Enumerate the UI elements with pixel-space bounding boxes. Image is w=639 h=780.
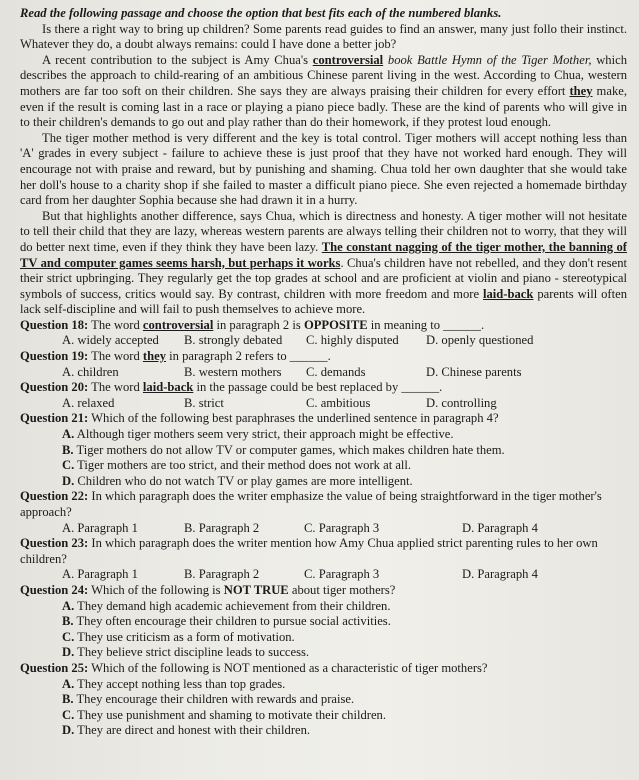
q25-option-b-text: They encourage their children with rewards and praise. — [76, 692, 355, 707]
q20-option-a[interactable]: A. relaxed — [62, 395, 115, 410]
underlined-laid-back: laid-back — [483, 286, 534, 301]
paragraph-4 — [20, 209, 627, 318]
q21-letter-b: B. — [62, 442, 74, 457]
question-22-text: In which paragraph does the writer emphasize the value of being straightforward in the tiger mother's approach? — [20, 489, 602, 519]
q24-option-a-text: They demand high academic achievement from their children. — [77, 598, 391, 613]
question-21 — [20, 411, 627, 427]
question-18-number: Question 18: — [20, 317, 89, 332]
q21-letter-d: D. — [62, 473, 75, 488]
q24-option-a[interactable] — [20, 599, 627, 615]
q22-option-b[interactable]: B. Paragraph 2 — [184, 520, 260, 535]
question-20-options — [20, 396, 627, 412]
question-18-options — [20, 333, 627, 349]
question-22-options — [20, 521, 627, 537]
q19-option-d[interactable]: D. Chinese parents — [426, 364, 522, 379]
paragraph-2 — [20, 53, 627, 131]
q25-letter-b: B. — [62, 692, 74, 707]
question-18 — [20, 318, 627, 334]
q21-option-d[interactable] — [20, 474, 627, 490]
q21-letter-c: C. — [62, 458, 75, 473]
question-22 — [20, 489, 627, 520]
q25-option-b[interactable] — [20, 692, 627, 708]
q21-option-a[interactable] — [20, 427, 627, 443]
q24-option-d-text: They believe strict discipline leads to success. — [77, 645, 310, 660]
q24-option-c-text: They use criticism as a form of motivation. — [77, 629, 295, 644]
q24-option-b-text: They often encourage their children to pursue social activities. — [76, 614, 391, 629]
q24-letter-b: B. — [62, 614, 74, 629]
p4-text-a: But that highlights another difference, says Chua, which is directness and honesty. A tiger mother will not hesitate to tell their child that they are lazy, whereas western parents are always telling their children not to worry, that they will do better next time, even if they think they have been lazy. — [20, 208, 627, 254]
question-20-number: Question 20: — [20, 380, 89, 395]
p4-text-c: parents will often lack self-discipline and will fail to push themselves to achieve more. — [20, 286, 628, 317]
underlined-they: they — [569, 83, 593, 98]
q19-option-a[interactable]: A. children — [62, 364, 119, 379]
question-23-text: In which paragraph does the writer mention how Amy Chua applied strict parenting rules to her own children? — [20, 536, 598, 566]
p2-text-d: make, even if the result is coming last in a race or playing a piano piece badly. These are the kind of parents who will give in to their children's demands to go out and play rather than do their homework, if they protest loud enough. — [20, 83, 627, 130]
q23-option-c[interactable]: C. Paragraph 3 — [304, 567, 380, 582]
question-21-text: Which of the following best paraphrases the underlined sentence in paragraph 4? — [88, 411, 499, 426]
question-21-number: Question 21: — [20, 411, 89, 426]
p2-text-c: which describes the approach to child-rearing of an ambitious Chinese parent living in the west. According to Chua, western mothers are far too soft on their children. She says they are always praising their children for every effort — [20, 52, 627, 98]
p4-text-b: . Chua's children have not rebelled, and they don't resent their strict upbringing. They regularly get the top grades at school and are proficient at violin and piano - stereotypical symbols of success, critics would say. By contrast, children with more freedom and more — [20, 255, 627, 301]
p2-text-a: A recent contribution to the subject is Amy Chua's — [42, 52, 313, 67]
question-18-mid: in paragraph 2 is — [213, 317, 304, 332]
q24-letter-a: A. — [62, 598, 75, 613]
q20-option-d[interactable]: D. controlling — [426, 395, 497, 410]
question-19-pre: The word — [88, 349, 143, 364]
paragraph-1: Is there a right way to bring up children? Some parents read guides to find an answer, many just follo their instinct. Whatever they do, a doubt always remains: could I have done a better job? — [20, 21, 627, 52]
q25-letter-d: D. — [62, 723, 75, 738]
q21-option-c[interactable] — [20, 458, 627, 474]
underlined-sentence: The constant nagging of the tiger mother, the banning of TV and computer games seems harsh, but perhaps it works — [20, 239, 627, 270]
question-18-pre: The word — [88, 317, 143, 332]
question-24-pre: Which of the following is — [88, 582, 224, 597]
q21-option-d-text: Children who do not watch TV or play games are more intelligent. — [77, 473, 413, 488]
question-19-post: in paragraph 2 refers to ______. — [166, 349, 331, 364]
q25-option-c[interactable] — [20, 708, 627, 724]
q22-option-d[interactable]: D. Paragraph 4 — [462, 520, 538, 535]
question-20-post: in the passage could be best replaced by ______. — [193, 380, 443, 395]
q24-option-b[interactable] — [20, 614, 627, 630]
q24-letter-c: C. — [62, 629, 75, 644]
q23-option-a[interactable]: A. Paragraph 1 — [62, 567, 138, 582]
q19-option-c[interactable]: C. demands — [306, 364, 366, 379]
q21-option-a-text: Although tiger mothers seem very strict, their approach might be effective. — [76, 427, 454, 442]
question-24 — [20, 583, 627, 599]
question-23 — [20, 536, 627, 567]
q24-option-c[interactable] — [20, 630, 627, 646]
question-25-text: Which of the following is NOT mentioned as a characteristic of tiger mothers? — [88, 660, 488, 675]
question-19-word: they — [142, 349, 167, 364]
q20-option-b[interactable]: B. strict — [184, 395, 224, 410]
q25-option-c-text: They use punishment and shaming to motivate their children. — [77, 707, 387, 722]
q25-option-d-text: They are direct and honest with their children. — [77, 723, 311, 738]
underlined-controversial: controversial — [312, 52, 384, 67]
question-25 — [20, 661, 627, 677]
q18-option-d[interactable]: D. openly questioned — [426, 333, 534, 348]
q20-option-c[interactable]: C. ambitious — [306, 395, 371, 410]
question-18-post: in meaning to ______. — [367, 317, 485, 332]
question-20-pre: The word — [88, 380, 143, 395]
question-25-number: Question 25: — [20, 660, 89, 675]
question-24-number: Question 24: — [20, 582, 89, 597]
q24-letter-d: D. — [62, 645, 75, 660]
q19-option-b[interactable]: B. western mothers — [184, 364, 282, 379]
question-19-number: Question 19: — [20, 349, 89, 364]
q21-option-b[interactable] — [20, 443, 627, 459]
q21-letter-a: A. — [62, 427, 75, 442]
q22-option-a[interactable]: A. Paragraph 1 — [62, 520, 138, 535]
q25-letter-c: C. — [62, 707, 75, 722]
question-23-options — [20, 567, 627, 583]
q18-option-c[interactable]: C. highly disputed — [306, 333, 399, 348]
question-24-post: about tiger mothers? — [288, 582, 396, 597]
question-20-word: laid-back — [142, 380, 194, 395]
paragraph-3: The tiger mother method is very different and the key is total control. Tiger mothers will accept nothing less than 'A' grades in every subject - failure to achieve these is just proof that they have not worked hard enough. They will encourage not with praise and reward, but by punishing and shaming. Chua told her own daughter that she would take her doll's house to a charity shop if she failed to master a difficult piano piece. She even rejected a homemade birthday card from her daughter Sophia because she had drawn it in a hurry. — [20, 130, 627, 208]
instruction: Read the following passage and choose the option that best fits each of the numbered blanks. — [20, 6, 502, 20]
q25-letter-a: A. — [62, 676, 75, 691]
q21-option-b-text: Tiger mothers do not allow TV or computer games, which makes children hate them. — [76, 442, 505, 457]
q25-option-a[interactable] — [20, 677, 627, 693]
q25-option-a-text: They accept nothing less than top grades. — [77, 676, 286, 691]
q18-option-a[interactable]: A. widely accepted — [62, 333, 159, 348]
question-18-word: controversial — [142, 317, 214, 332]
q23-option-b[interactable]: B. Paragraph 2 — [184, 567, 260, 582]
q18-option-b[interactable]: B. strongly debated — [184, 333, 283, 348]
question-18-caps: OPPOSITE — [303, 317, 368, 332]
q24-option-d[interactable] — [20, 645, 627, 661]
question-23-number: Question 23: — [20, 536, 89, 551]
question-24-bold: NOT TRUE — [223, 582, 289, 597]
question-20 — [20, 380, 627, 396]
question-22-number: Question 22: — [20, 489, 89, 504]
question-19 — [20, 349, 627, 365]
q23-option-d[interactable]: D. Paragraph 4 — [462, 567, 538, 582]
q25-option-d[interactable] — [20, 723, 627, 739]
q21-option-c-text: Tiger mothers are too strict, and their method does not work at all. — [77, 458, 412, 473]
book-title: book Battle Hymn of the Tiger Mother, — [387, 52, 592, 67]
q22-option-c[interactable]: C. Paragraph 3 — [304, 520, 380, 535]
question-19-options — [20, 365, 627, 381]
